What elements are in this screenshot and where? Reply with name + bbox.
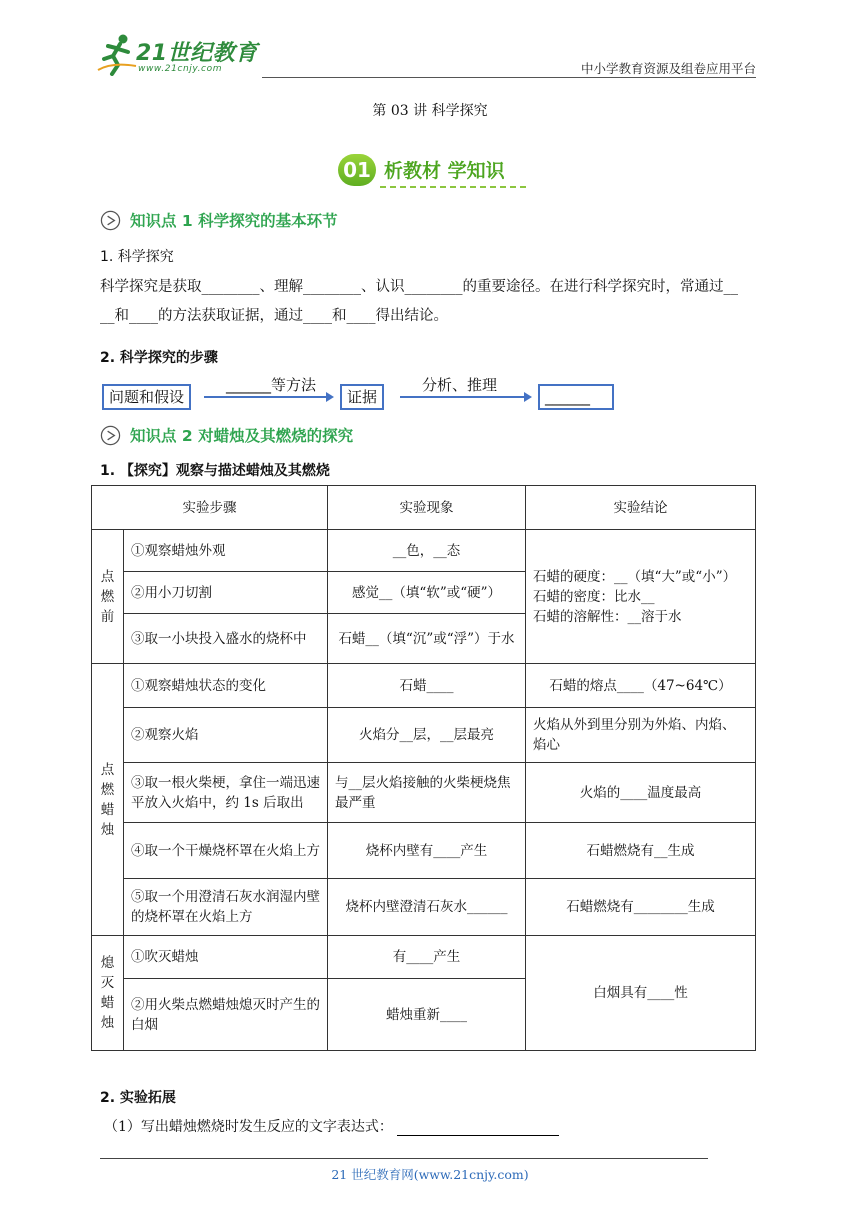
table-row (92, 664, 756, 708)
table-row (92, 936, 756, 979)
subheading-inquiry-steps: 2. 科学探究的步骤 (100, 350, 218, 366)
lesson-title: 第 03 讲 科学探究 (372, 103, 488, 119)
question-1-text: （1）写出蜡烛燃烧时发生反应的文字表达式： (104, 1119, 393, 1135)
flow-box-conclusion: ______ (538, 384, 614, 410)
phenomenon-cell: 与__层火焰接触的火柴梗烧焦最严重 (328, 763, 526, 823)
section-title: 析教材 学知识 (384, 160, 505, 182)
column-header: 实验步骤 (92, 486, 328, 530)
banner-divider (380, 186, 526, 188)
section-number: 01 (338, 154, 376, 186)
conclusion-cell: 火焰从外到里分别为外焰、内焰、焰心 (526, 708, 756, 763)
step-cell: ②用火柴点燃蜡烛熄灭时产生的白烟 (124, 979, 328, 1051)
step-cell: ①观察蜡烛外观 (124, 530, 328, 572)
paragraph-scientific-inquiry (100, 273, 760, 331)
group-label-before-lighting: 点 燃 前 (92, 530, 124, 664)
table-row (92, 708, 756, 763)
knowledge-point-1-title: 知识点 1 科学探究的基本环节 (130, 212, 338, 230)
question-1 (104, 1116, 559, 1136)
phenomenon-cell: __色，__态 (328, 530, 526, 572)
phenomenon-cell: 石蜡__（填“沉”或“浮”）于水 (328, 614, 526, 664)
inquiry-steps-flowchart (102, 372, 614, 414)
flow-arrow (204, 396, 332, 398)
step-cell: ③取一小块投入盛水的烧杯中 (124, 614, 328, 664)
conclusion-cell: 白烟具有____性 (526, 936, 756, 1051)
subheading-scientific-inquiry: 1. 科学探究 (100, 249, 174, 265)
step-cell: ⑤取一个用澄清石灰水润湿内壁的烧杯罩在火焰上方 (124, 879, 328, 936)
footer-divider (100, 1158, 708, 1159)
phenomenon-cell: 感觉__（填“软”或“硬”） (328, 572, 526, 614)
platform-name: 中小学教育资源及组卷应用平台 (580, 61, 756, 76)
phenomenon-cell: 蜡烛重新____ (328, 979, 526, 1051)
subheading-experiment-extension: 2. 实验拓展 (100, 1090, 176, 1106)
step-cell: ①观察蜡烛状态的变化 (124, 664, 328, 708)
conclusion-cell: 火焰的____温度最高 (526, 763, 756, 823)
phenomenon-cell: 有____产生 (328, 936, 526, 979)
flow-box-question: 问题和假设 (102, 384, 191, 410)
phenomenon-cell: 烧杯内壁有____产生 (328, 823, 526, 879)
step-cell: ①吹灭蜡烛 (124, 936, 328, 979)
flow-arrow (400, 396, 530, 398)
step-cell: ③取一根火柴梗，拿住一端迅速平放入火焰中，约 1s 后取出 (124, 763, 328, 823)
table-row (92, 879, 756, 936)
paragraph-line: __和____的方法获取证据，通过____和____得出结论。 (100, 308, 448, 324)
conclusion-cell: 石蜡的熔点____（47~64℃） (526, 664, 756, 708)
phenomenon-cell: 石蜡____ (328, 664, 526, 708)
play-circle-icon (100, 210, 121, 231)
column-header: 实验结论 (526, 486, 756, 530)
play-circle-icon (100, 425, 121, 446)
page-footer[interactable]: 21 世纪教育网(www.21cnjy.com) (331, 1167, 529, 1182)
site-logo[interactable] (92, 32, 267, 76)
phenomenon-cell: 烧杯内壁澄清石灰水______ (328, 879, 526, 936)
running-figure-icon (96, 32, 140, 76)
step-cell: ②用小刀切割 (124, 572, 328, 614)
group-label-lighting: 点 燃 蜡 烛 (92, 664, 124, 936)
group-label-extinguishing: 熄 灭 蜡 烛 (92, 936, 124, 1051)
page-header (92, 28, 756, 80)
step-cell: ④取一个干燥烧杯罩在火焰上方 (124, 823, 328, 879)
knowledge-point-1-heading (100, 208, 338, 232)
section-banner (338, 150, 526, 190)
logo-text: 21世纪教育 (136, 41, 258, 66)
candle-experiment-table (91, 485, 756, 1051)
logo-url: www.21cnjy.com (138, 64, 223, 74)
header-divider (262, 77, 756, 78)
knowledge-point-2-title: 知识点 2 对蜡烛及其燃烧的探究 (130, 427, 354, 445)
knowledge-point-2-heading (100, 423, 353, 447)
column-header: 实验现象 (328, 486, 526, 530)
table-row (92, 530, 756, 572)
table-row (92, 823, 756, 879)
subheading-candle-inquiry: 1. 【探究】观察与描述蜡烛及其燃烧 (100, 463, 330, 479)
phenomenon-cell: 火焰分__层，__层最亮 (328, 708, 526, 763)
table-header-row (92, 486, 756, 530)
flow-label-methods: ______等方法 (226, 376, 317, 394)
conclusion-cell: 石蜡的硬度：__（填“大”或“小”） 石蜡的密度：比水__ 石蜡的溶解性：__溶于水 (526, 530, 756, 664)
flow-box-evidence: 证据 (340, 384, 384, 410)
table-row (92, 763, 756, 823)
answer-blank[interactable] (397, 1120, 559, 1136)
conclusion-cell: 石蜡燃烧有________生成 (526, 879, 756, 936)
flow-label-analysis: 分析、推理 (422, 376, 498, 394)
conclusion-cell: 石蜡燃烧有__生成 (526, 823, 756, 879)
step-cell: ②观察火焰 (124, 708, 328, 763)
paragraph-line: 科学探究是获取________、理解________、认识________的重要途径。在进行科学探究时，常通过__ (100, 279, 738, 295)
